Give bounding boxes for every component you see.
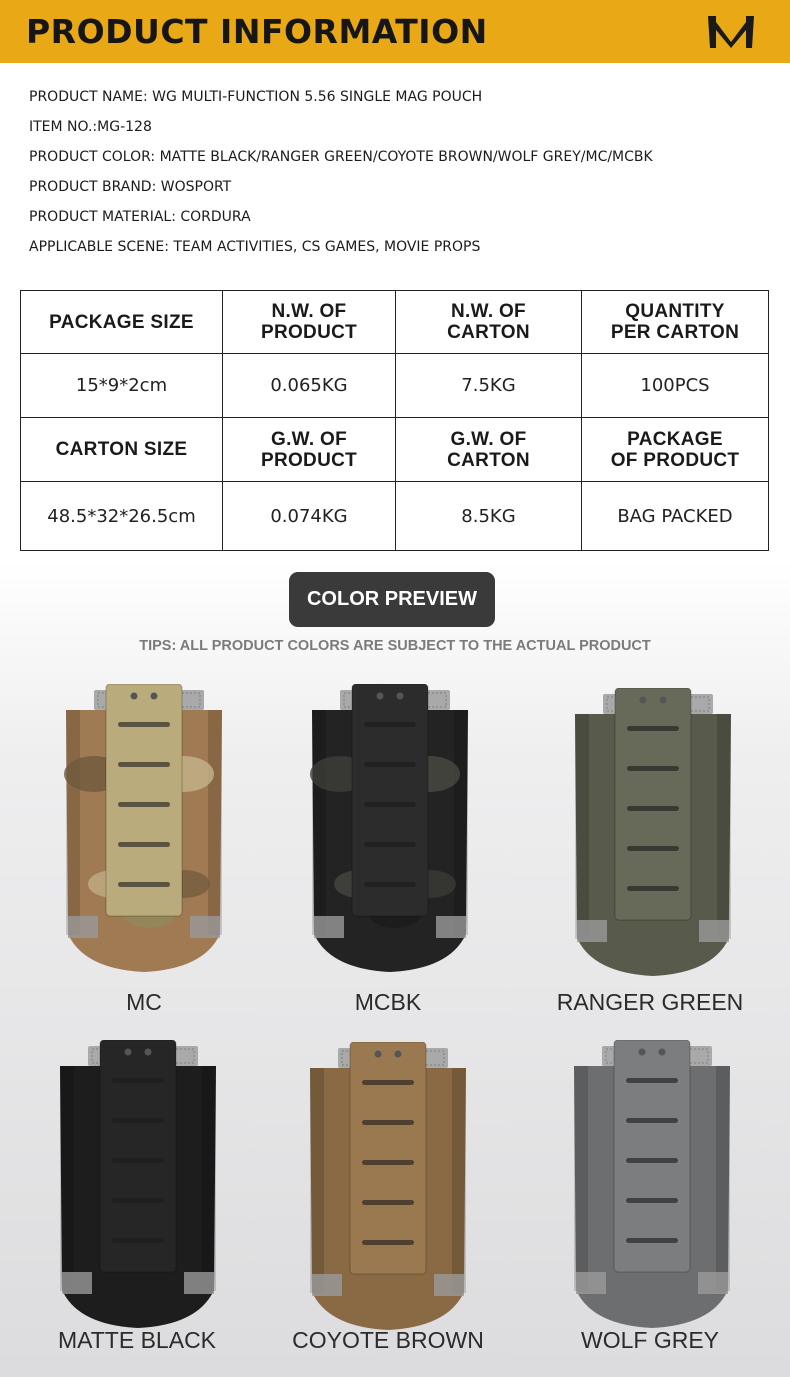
header-nw-carton: N.W. OF CARTON xyxy=(396,291,582,354)
color-preview-button: COLOR PREVIEW xyxy=(289,572,495,627)
info-product-color: PRODUCT COLOR: MATTE BLACK/RANGER GREEN/COYOTE BROWN/WOLF GREY/MC/MCBK xyxy=(29,149,653,165)
header-package-of-product: PACKAGE OF PRODUCT xyxy=(582,418,769,482)
info-item-no: ITEM NO.:MG-128 xyxy=(29,119,152,135)
color-label-mcbk: MCBK xyxy=(354,989,422,1015)
info-product-material: PRODUCT MATERIAL: CORDURA xyxy=(29,209,251,225)
table-row xyxy=(21,482,769,551)
pouch-image-wolf-grey xyxy=(562,1040,742,1340)
value-package-of-product: BAG PACKED xyxy=(582,482,769,551)
pouch-image-mcbk xyxy=(300,684,480,984)
color-label-ranger-green: RANGER GREEN xyxy=(556,989,744,1015)
info-product-name: PRODUCT NAME: WG MULTI-FUNCTION 5.56 SINGLE MAG POUCH xyxy=(29,89,483,105)
table-row xyxy=(21,418,769,482)
spec-table xyxy=(20,290,769,551)
value-gw-carton: 8.5KG xyxy=(396,482,582,551)
product-info-list xyxy=(29,88,653,268)
color-label-wolf-grey: WOLF GREY xyxy=(580,1327,719,1353)
page-title: PRODUCT INFORMATION xyxy=(26,12,488,51)
table-row xyxy=(21,291,769,354)
pouch-image-ranger-green xyxy=(563,688,743,988)
header-package-size: PACKAGE SIZE xyxy=(21,291,223,354)
header-gw-product: G.W. OF PRODUCT xyxy=(223,418,396,482)
color-label-mc: MC xyxy=(126,989,162,1015)
pouch-image-coyote-brown xyxy=(298,1042,478,1342)
table-row xyxy=(21,354,769,418)
value-carton-size: 48.5*32*26.5cm xyxy=(21,482,223,551)
info-product-brand: PRODUCT BRAND: WOSPORT xyxy=(29,179,232,195)
pouch-image-mc xyxy=(54,684,234,984)
brand-logo-icon xyxy=(706,12,756,52)
info-applicable-scene: APPLICABLE SCENE: TEAM ACTIVITIES, CS GAMES, MOVIE PROPS xyxy=(29,239,481,255)
header-bar xyxy=(0,0,790,63)
value-nw-carton: 7.5KG xyxy=(396,354,582,418)
color-label-matte-black: MATTE BLACK xyxy=(57,1327,217,1353)
value-nw-product: 0.065KG xyxy=(223,354,396,418)
header-nw-product: N.W. OF PRODUCT xyxy=(223,291,396,354)
value-package-size: 15*9*2cm xyxy=(21,354,223,418)
value-gw-product: 0.074KG xyxy=(223,482,396,551)
header-gw-carton: G.W. OF CARTON xyxy=(396,418,582,482)
color-label-coyote-brown: COYOTE BROWN xyxy=(292,1327,484,1353)
pouch-image-matte-black xyxy=(48,1040,228,1340)
color-tips: TIPS: ALL PRODUCT COLORS ARE SUBJECT TO THE ACTUAL PRODUCT xyxy=(139,638,651,654)
value-quantity-per-carton: 100PCS xyxy=(582,354,769,418)
header-carton-size: CARTON SIZE xyxy=(21,418,223,482)
header-quantity-per-carton: QUANTITY PER CARTON xyxy=(582,291,769,354)
